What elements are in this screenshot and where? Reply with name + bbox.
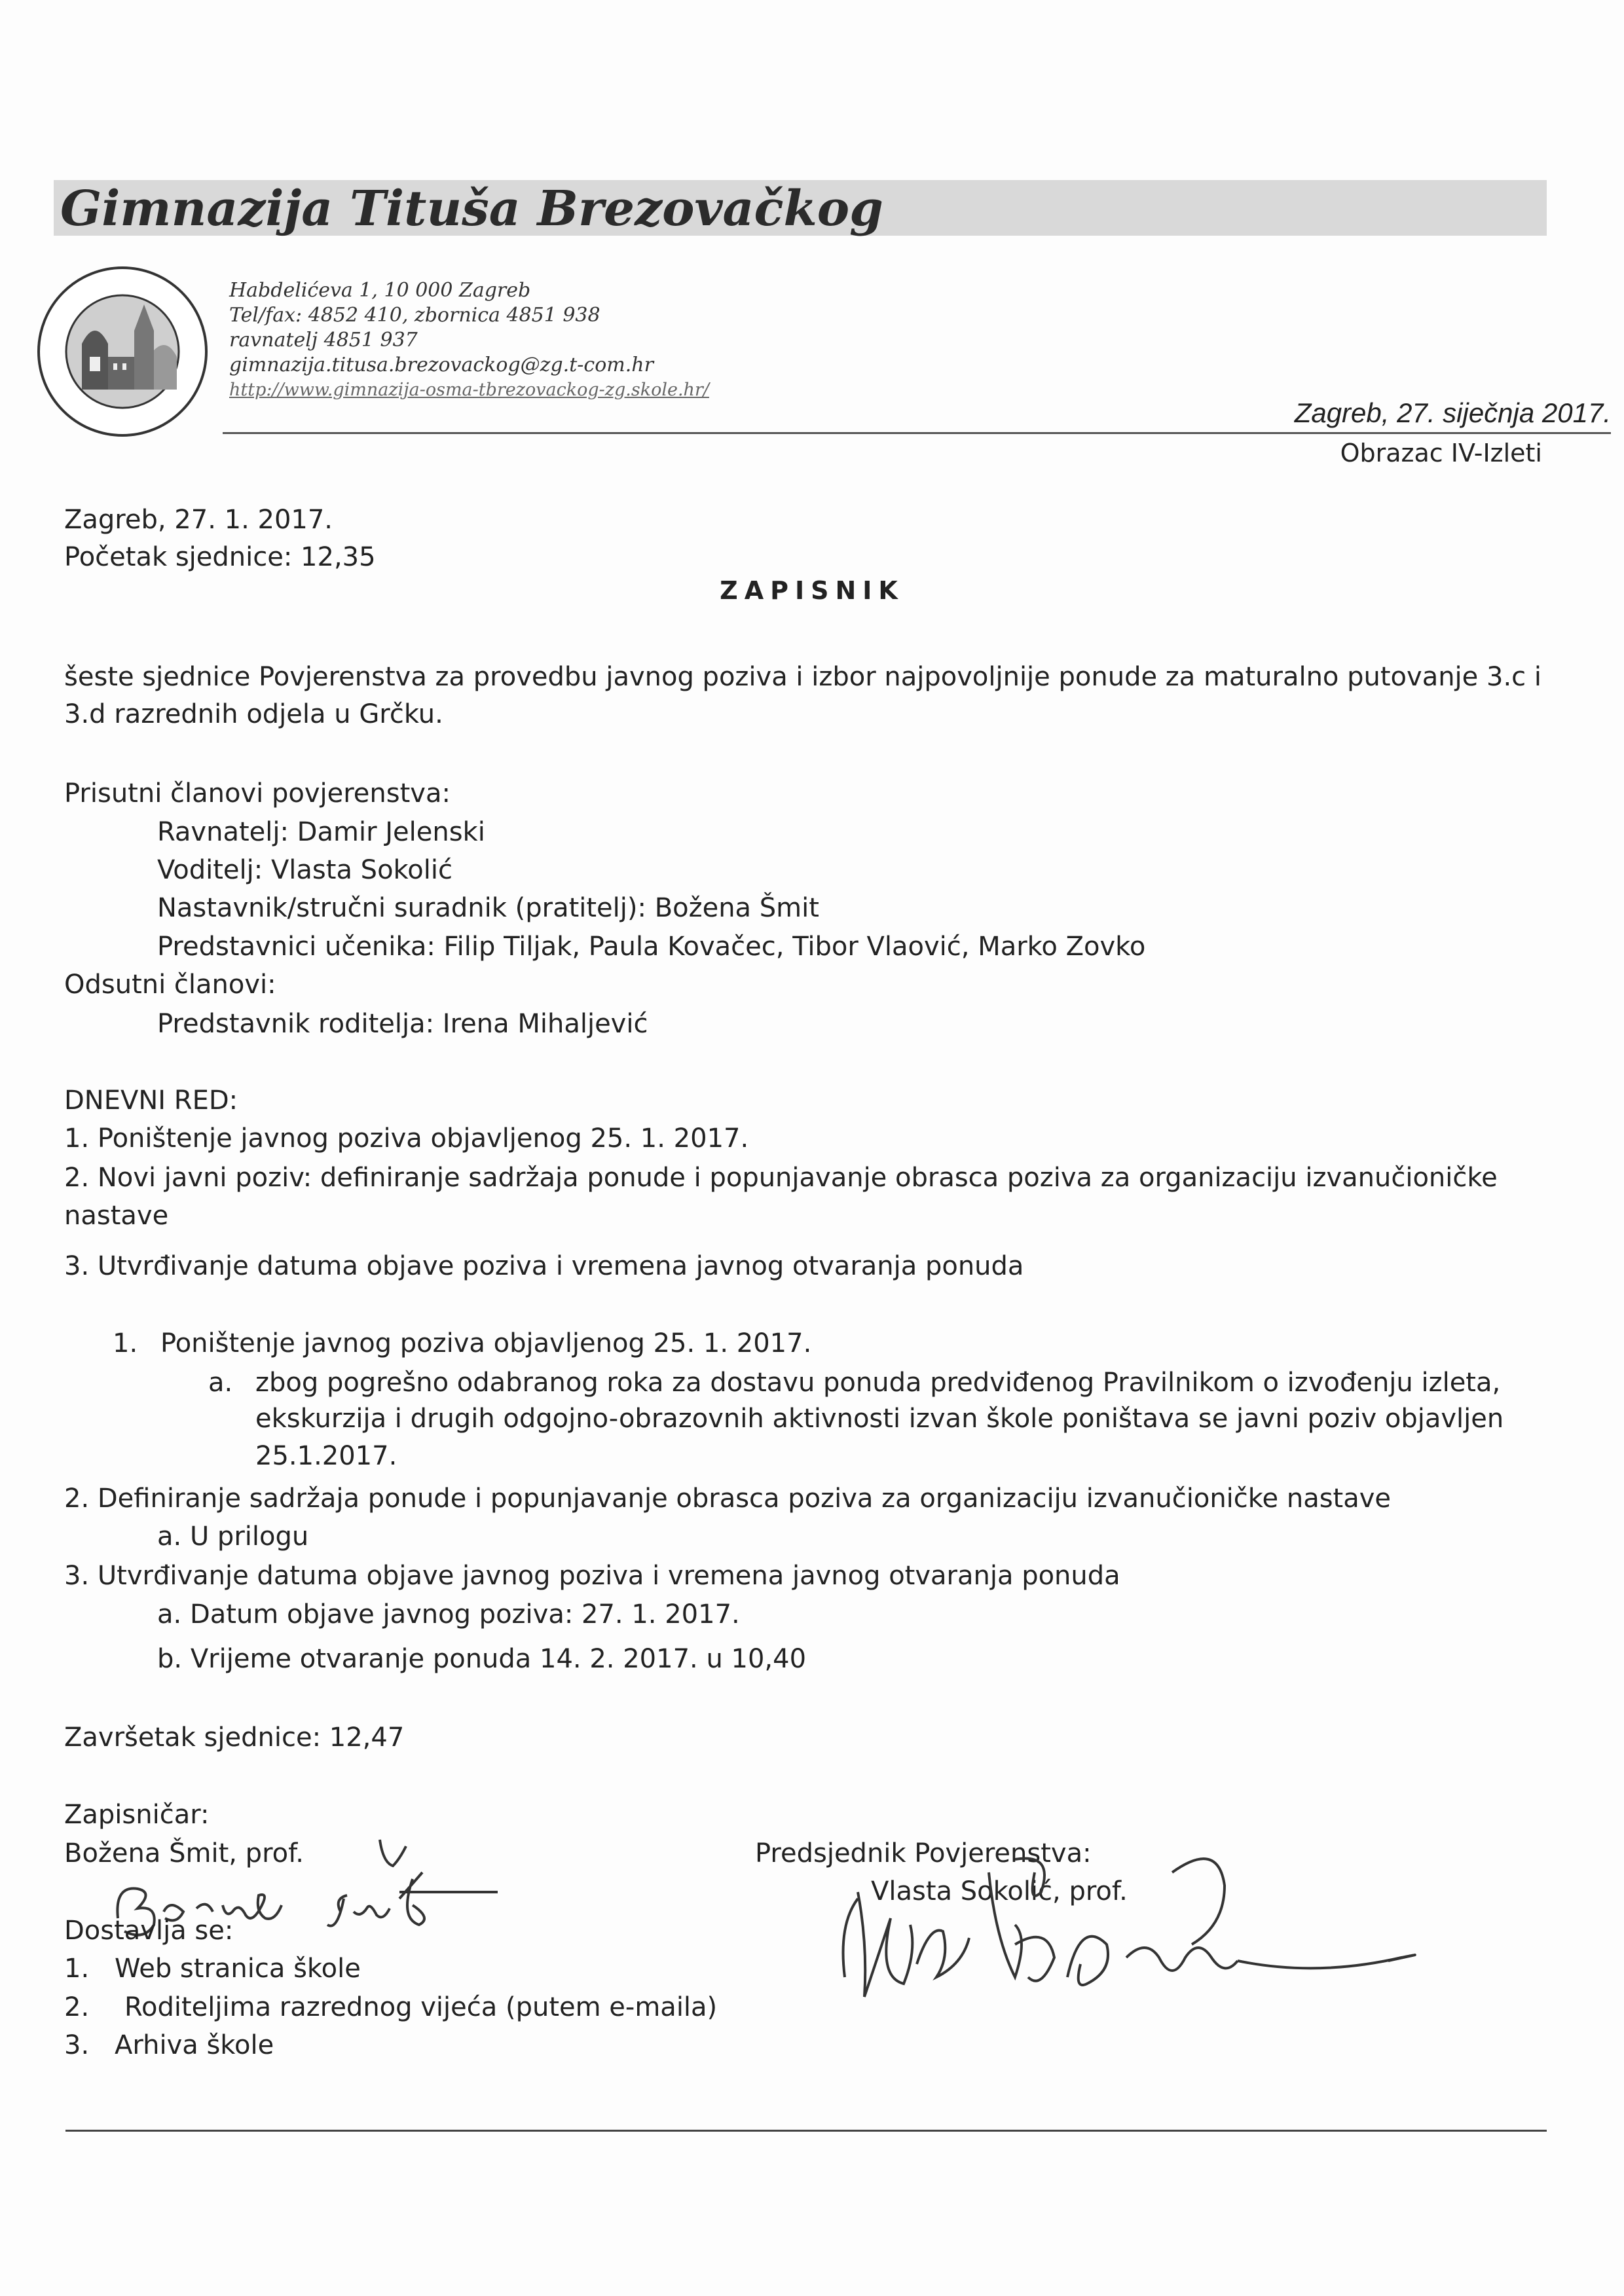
agenda-item-1: 1. Poništenje javnog poziva objavljenog 25. 1. 2017.: [64, 1123, 749, 1154]
document-title: ZAPISNIK: [720, 576, 904, 605]
agenda-item-3: 3. Utvrđivanje datuma objave poziva i vremena javnog otvaranja ponuda: [64, 1251, 1024, 1281]
recorder-label: Zapisničar:: [64, 1800, 210, 1830]
recorder-name: Božena Šmit, prof.: [64, 1838, 304, 1868]
school-crest-logo: [36, 265, 210, 439]
distribution-item-3-number: 3.: [64, 2030, 90, 2060]
minutes-item-1a-line-1: zbog pogrešno odabranog roka za dostavu ponuda predviđenog Pravilnikom o izvođenju izleta,: [255, 1368, 1501, 1398]
minutes-item-2: 2. Definiranje sadržaja ponude i popunjavanje obrasca poziva za organizaciju izvanučioničke nastave: [64, 1484, 1392, 1514]
minutes-item-1a-line-2: ekskurzija i drugih odgojno-obrazovnih aktivnosti izvan škole poništava se javni poziv objavljen: [255, 1404, 1504, 1434]
email: gimnazija.titusa.brezovackog@zg.t-com.hr: [229, 354, 654, 376]
distribution-item-1-number: 1.: [64, 1954, 90, 1984]
minutes-item-3a: a. Datum objave javnog poziva: 27. 1. 2017.: [157, 1599, 740, 1630]
phone: Tel/fax: 4852 410, zbornica 4851 938: [229, 304, 600, 327]
distribution-item-2-number: 2.: [64, 1992, 90, 2022]
intro-line-1: šeste sjednice Povjerenstva za provedbu javnog poziva i izbor najpovoljnije ponude za maturalno putovanje 3.c i: [64, 662, 1541, 692]
distribution-label: Dostavlja se:: [64, 1916, 234, 1946]
chair-signature: [819, 1846, 1441, 2056]
meeting-end: Završetak sjednice: 12,47: [64, 1722, 405, 1753]
member-students: Predstavnici učenika: Filip Tiljak, Paula Kovačec, Tibor Vlaović, Marko Zovko: [157, 932, 1146, 962]
minutes-item-1a-line-3: 25.1.2017.: [255, 1441, 397, 1471]
minutes-item-1-number: 1.: [113, 1328, 138, 1358]
header-date: Zagreb, 27. siječnja 2017.: [1294, 397, 1611, 428]
distribution-item-1: Web stranica škole: [115, 1954, 361, 1984]
absent-label: Odsutni članovi:: [64, 970, 276, 1000]
form-code: Obrazac IV-Izleti: [1340, 439, 1542, 467]
principal-phone: ravnatelj 4851 937: [229, 329, 418, 352]
minutes-item-1a-letter: a.: [208, 1368, 233, 1398]
absent-member: Predstavnik roditelja: Irena Mihaljević: [157, 1009, 648, 1039]
agenda-label: DNEVNI RED:: [64, 1085, 238, 1116]
website-link[interactable]: http://www.gimnazija-osma-tbrezovackog-zg.skole.hr/: [229, 380, 709, 400]
member-principal: Ravnatelj: Damir Jelenski: [157, 817, 485, 847]
minutes-item-2a: a. U prilogu: [157, 1522, 309, 1552]
header-divider: [223, 432, 1611, 434]
minutes-item-1: Poništenje javnog poziva objavljenog 25. 1. 2017.: [160, 1328, 812, 1358]
distribution-item-2: Roditeljima razrednog vijeća (putem e-maila): [124, 1992, 718, 2022]
school-name: Gimnazija Tituša Brezovačkog: [60, 181, 883, 237]
distribution-item-3: Arhiva škole: [115, 2030, 274, 2060]
minutes-item-3: 3. Utvrđivanje datuma objave javnog poziva i vremena javnog otvaranja ponuda: [64, 1561, 1120, 1591]
footer-divider: [65, 2130, 1547, 2132]
contact-block: [229, 278, 709, 403]
agenda-item-2: 2. Novi javni poziv: definiranje sadržaja ponude i popunjavanje obrasca poziva za organizaciju izvanučioničke: [64, 1163, 1498, 1193]
chair-name: Vlasta Sokolić, prof.: [871, 1876, 1128, 1906]
agenda-item-2-cont: nastave: [64, 1201, 169, 1231]
place-date: Zagreb, 27. 1. 2017.: [64, 505, 333, 535]
present-label: Prisutni članovi povjerenstva:: [64, 778, 451, 809]
address: Habdelićeva 1, 10 000 Zagreb: [229, 279, 531, 302]
member-teacher: Nastavnik/stručni suradnik (pratitelj): Božena Šmit: [157, 893, 819, 923]
member-leader: Voditelj: Vlasta Sokolić: [157, 855, 452, 885]
chair-label: Predsjednik Povjerenstva:: [755, 1838, 1092, 1868]
minutes-item-3b: b. Vrijeme otvaranje ponuda 14. 2. 2017. u 10,40: [157, 1644, 807, 1674]
meeting-start: Početak sjednice: 12,35: [64, 542, 376, 572]
intro-line-2: 3.d razrednih odjela u Grčku.: [64, 699, 443, 729]
